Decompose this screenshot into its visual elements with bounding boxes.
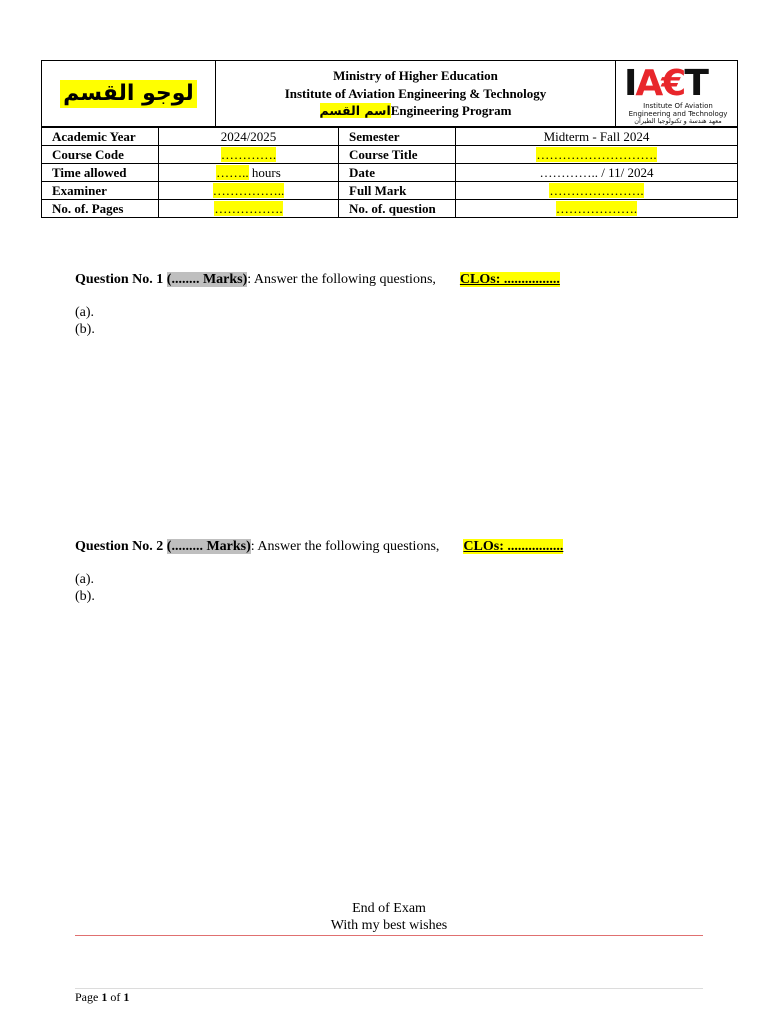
examiner-value: …………….. bbox=[212, 183, 285, 198]
department-name-placeholder: اسم القسم bbox=[319, 103, 391, 118]
question-2-marks: (......... Marks) bbox=[166, 539, 251, 554]
question-2-instruction: : Answer the following questions, bbox=[250, 539, 440, 554]
questions-count-label: No. of. question bbox=[339, 200, 456, 218]
course-code-cell bbox=[159, 146, 339, 164]
page-of: of bbox=[107, 990, 124, 1004]
question-2-label: Question No. 2 bbox=[75, 539, 167, 554]
question-1-heading bbox=[75, 272, 560, 288]
logo-caption-line2: Engineering and Technology bbox=[628, 109, 728, 118]
institute-logo-cell bbox=[616, 61, 737, 126]
program-line bbox=[216, 102, 615, 120]
logo-caption-line1: Institute Of Aviation bbox=[643, 102, 713, 110]
date-label: Date bbox=[339, 164, 456, 182]
exam-info-table bbox=[41, 127, 738, 218]
course-title-label: Course Title bbox=[339, 146, 456, 164]
semester-value: Midterm - Fall 2024 bbox=[456, 128, 738, 146]
full-mark-value: …………………. bbox=[549, 183, 644, 198]
page-number bbox=[75, 990, 129, 1005]
table-row bbox=[42, 182, 738, 200]
question-1-label: Question No. 1 bbox=[75, 272, 167, 287]
full-mark-label: Full Mark bbox=[339, 182, 456, 200]
question-2-part-a: (a). bbox=[75, 572, 95, 587]
date-value: ………….. / 11/ 2024 bbox=[456, 164, 738, 182]
question-2-clos bbox=[463, 539, 563, 554]
page-footer-divider bbox=[75, 988, 703, 989]
time-allowed-unit: hours bbox=[248, 165, 281, 180]
academic-year-value: 2024/2025 bbox=[159, 128, 339, 146]
table-row bbox=[42, 164, 738, 182]
institution-title bbox=[216, 61, 616, 126]
program-name: Engineering Program bbox=[390, 103, 512, 118]
examiner-label: Examiner bbox=[42, 182, 159, 200]
iaet-logo-mark: IA€T bbox=[624, 63, 707, 104]
iaet-logo-caption bbox=[622, 103, 734, 126]
course-title-cell bbox=[456, 146, 738, 164]
question-1-marks: (........ Marks) bbox=[166, 272, 248, 287]
course-code-value: …………. bbox=[220, 147, 277, 162]
question-2-part-b: (b). bbox=[75, 589, 95, 604]
examiner-cell bbox=[159, 182, 339, 200]
question-2-clos-value: CLOs: ................ bbox=[463, 539, 564, 554]
ministry-line: Ministry of Higher Education bbox=[333, 68, 498, 83]
questions-count-value: ………………. bbox=[555, 201, 638, 216]
question-1-part-a: (a). bbox=[75, 305, 95, 320]
end-of-exam: End of Exam bbox=[352, 901, 426, 916]
question-1-instruction: : Answer the following questions, bbox=[247, 272, 436, 287]
table-row bbox=[42, 200, 738, 218]
academic-year-label: Academic Year bbox=[42, 128, 159, 146]
full-mark-cell bbox=[456, 182, 738, 200]
exam-header bbox=[41, 60, 738, 127]
table-row bbox=[42, 146, 738, 164]
department-logo-cell bbox=[42, 61, 216, 126]
page-total: 1 bbox=[123, 990, 130, 1004]
pages-label: No. of. Pages bbox=[42, 200, 159, 218]
time-allowed-cell bbox=[159, 164, 339, 182]
logo-caption-arabic: معهد هندسة و تكنولوجيا الطيران bbox=[634, 117, 722, 125]
semester-label: Semester bbox=[339, 128, 456, 146]
institute-line: Institute of Aviation Engineering & Technology bbox=[284, 85, 547, 101]
iaet-logo bbox=[622, 63, 734, 125]
time-allowed-label: Time allowed bbox=[42, 164, 159, 182]
pages-value: ……………. bbox=[214, 201, 283, 216]
question-1-part-b: (b). bbox=[75, 322, 95, 337]
page-prefix: Page bbox=[75, 990, 102, 1004]
course-title-value: ………………………. bbox=[536, 147, 657, 162]
course-code-label: Course Code bbox=[42, 146, 159, 164]
time-allowed-value: …….. bbox=[216, 165, 249, 180]
department-logo-placeholder: لوجو القسم bbox=[60, 80, 197, 108]
footer-divider bbox=[75, 935, 703, 936]
question-1-clos bbox=[460, 272, 560, 287]
best-wishes: With my best wishes bbox=[330, 918, 448, 933]
page-current: 1 bbox=[101, 990, 108, 1004]
questions-count-cell bbox=[456, 200, 738, 218]
pages-cell bbox=[159, 200, 339, 218]
question-2-heading bbox=[75, 539, 563, 555]
table-row bbox=[42, 128, 738, 146]
question-1-clos-value: CLOs: ................ bbox=[459, 272, 560, 287]
